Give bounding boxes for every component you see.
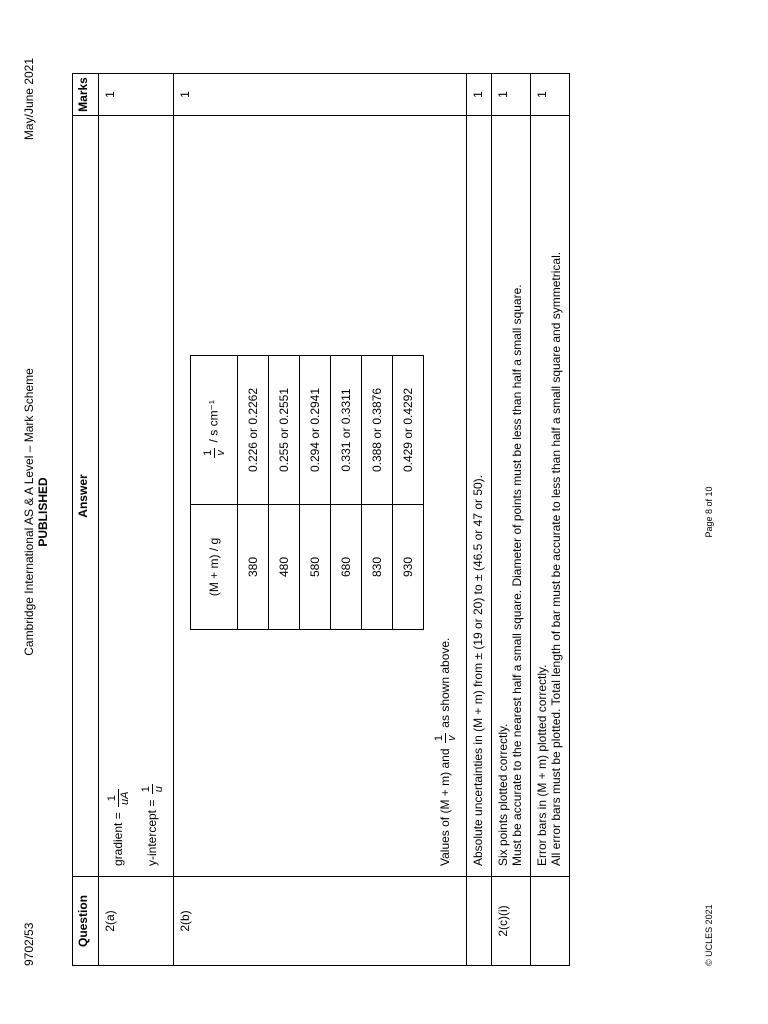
mark-value: 1 xyxy=(99,74,174,116)
table-row xyxy=(467,74,492,966)
answer-cell xyxy=(531,116,570,877)
question-number-empty xyxy=(467,877,492,966)
marks-column-header: Marks xyxy=(73,74,99,116)
page-number: Page 8 of 10 xyxy=(704,486,714,538)
answer-cell xyxy=(492,116,531,877)
data-row xyxy=(331,356,362,630)
error-bars-statement: Error bars in (M + m) plotted correctly. xyxy=(535,664,549,866)
inverse-speed-unit: / s cm⁻¹ xyxy=(206,400,221,443)
data-row xyxy=(393,356,424,630)
mark-value: 1 xyxy=(174,74,467,116)
fraction-denominator: uA xyxy=(119,791,132,805)
inverse-speed-column-header xyxy=(191,356,238,505)
published-label: PUBLISHED xyxy=(36,477,50,547)
fraction-denominator: v xyxy=(214,450,227,456)
inverse-speed-value: 0.331 or 0.3311 xyxy=(331,356,362,505)
mark-scheme-table xyxy=(72,73,570,966)
data-row xyxy=(269,356,300,630)
mass-value: 580 xyxy=(300,505,331,630)
question-column-header: Question xyxy=(73,877,99,966)
data-table xyxy=(190,355,424,630)
inverse-speed-value: 0.429 or 0.4292 xyxy=(393,356,424,505)
points-statement: Six points plotted correctly. xyxy=(496,723,510,866)
intercept-formula xyxy=(137,124,167,866)
fraction-numerator: 1 xyxy=(201,449,214,456)
fraction-numerator: 1 xyxy=(433,735,446,742)
inverse-speed-value: 0.388 or 0.3876 xyxy=(362,356,393,505)
question-number: 2(b) xyxy=(174,877,467,966)
table-row xyxy=(492,74,531,966)
header-row xyxy=(73,74,99,966)
mass-value: 680 xyxy=(331,505,362,630)
mark-value: 1 xyxy=(531,74,570,116)
fraction-numerator: 1 xyxy=(140,786,153,793)
copyright-notice: © UCLES 2021 xyxy=(704,904,714,966)
inverse-speed-value: 0.255 or 0.2551 xyxy=(269,356,300,505)
table-row xyxy=(174,74,467,966)
values-prefix: Values of (M + m) and xyxy=(438,748,452,866)
question-number: 2(a) xyxy=(99,877,174,966)
question-number-empty xyxy=(531,877,570,966)
question-number: 2(c)(i) xyxy=(492,877,531,966)
intercept-label: y-intercept = xyxy=(145,799,159,866)
mass-value: 380 xyxy=(238,505,269,630)
exam-session: May/June 2021 xyxy=(22,58,36,141)
mass-column-header: (M + m) / g xyxy=(191,505,238,630)
error-bars-criteria: All error bars must be plotted. Total length of bar must be accurate to less than half a small square and symmetrical. xyxy=(549,251,563,866)
answer-cell xyxy=(174,116,467,877)
inverse-speed-fraction xyxy=(202,448,227,458)
values-suffix: as shown above. xyxy=(438,637,452,728)
mass-value: 930 xyxy=(393,505,424,630)
data-row xyxy=(238,356,269,630)
fraction-denominator: u xyxy=(153,786,166,793)
mass-value: 480 xyxy=(269,505,300,630)
values-statement xyxy=(430,124,460,866)
table-row xyxy=(99,74,174,966)
inverse-speed-value: 0.294 or 0.2941 xyxy=(300,356,331,505)
inverse-speed-value: 0.226 or 0.2262 xyxy=(238,356,269,505)
gradient-fraction xyxy=(106,789,131,806)
mass-value: 830 xyxy=(362,505,393,630)
document-title: Cambridge International AS & A Level – Mark Scheme xyxy=(22,368,36,656)
mark-value: 1 xyxy=(492,74,531,116)
values-fraction xyxy=(433,733,458,743)
answer-cell xyxy=(467,116,492,877)
fraction-numerator: 1 xyxy=(106,789,119,806)
data-row xyxy=(300,356,331,630)
header-titles xyxy=(22,0,50,1024)
gradient-formula xyxy=(103,124,133,866)
intercept-fraction xyxy=(140,784,165,794)
points-criteria: Must be accurate to the nearest half a small square. Diameter of points must be less than half a small square. xyxy=(510,284,524,866)
data-table-header xyxy=(191,356,238,630)
fraction-denominator: v xyxy=(446,735,459,741)
gradient-label: gradient = xyxy=(111,812,125,866)
data-row xyxy=(362,356,393,630)
uncertainty-statement: Absolute uncertainties in (M + m) from ± (19 or 20) to ± (46.5 or 47 or 50). xyxy=(471,474,485,866)
answer-column-header: Answer xyxy=(73,116,99,877)
paper-code: 9702/53 xyxy=(22,922,36,966)
answer-cell xyxy=(99,116,174,877)
table-row xyxy=(531,74,570,966)
mark-value: 1 xyxy=(467,74,492,116)
